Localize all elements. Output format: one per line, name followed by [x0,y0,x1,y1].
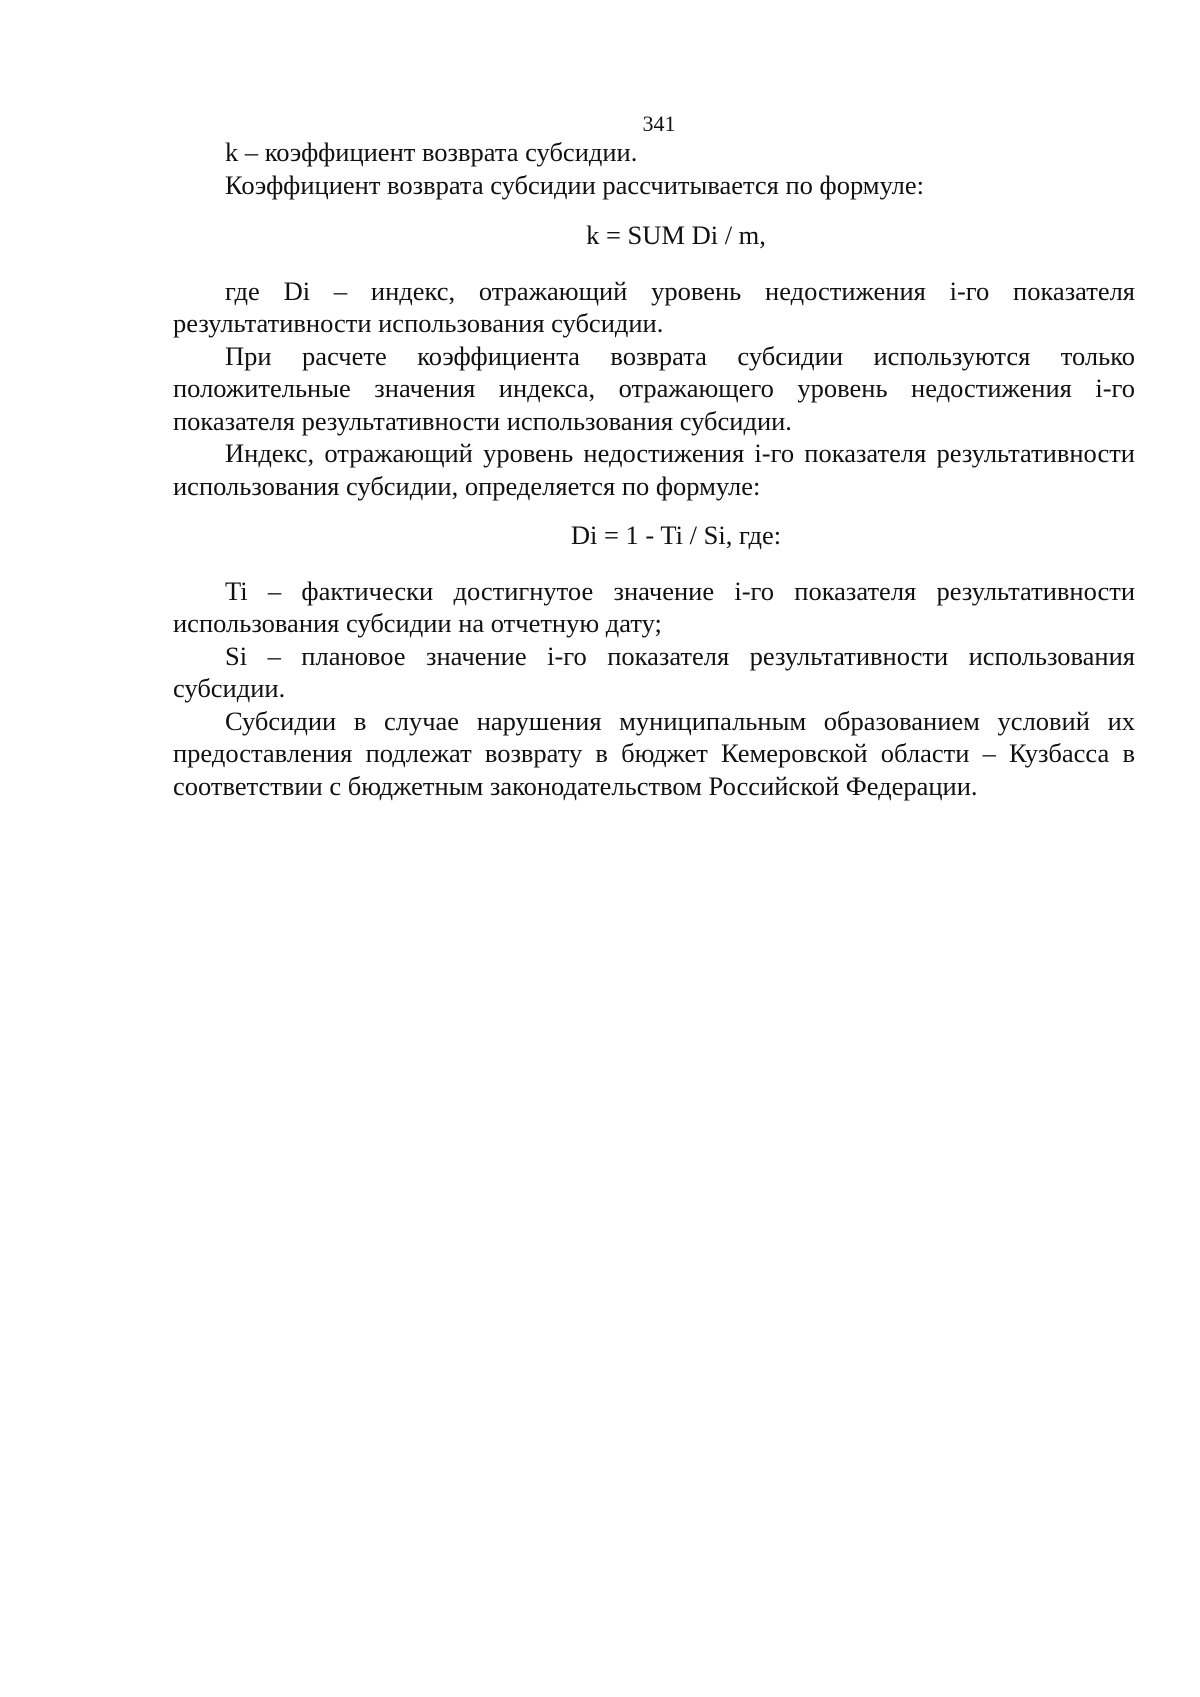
paragraph-k-formula-intro: Коэффициент возврата субсидии рассчитывается по формуле: [225,169,925,200]
formula-di: Di = 1 - Ti / Si, где: [570,520,782,550]
document-page [173,112,1135,802]
paragraph-refund-conditions: Субсидии в случае нарушения муниципальным образованием условий их предоставления подлежат возврату в бюджет Кемеровской области – Кузбасса в соответствии с бюджетным законодательством Российской Федерации. [173,705,1135,801]
formula-k: k = SUM Di / m, [586,220,766,250]
paragraph-di-formula-intro: Индекс, отражающий уровень недостижения i-го показателя результативности использования субсидии, определяется по формуле: [173,438,1135,501]
paragraph-si-definition: Si – плановое значение i-го показателя результативности использования субсидии. [173,640,1135,703]
page-number: 341 [642,111,676,136]
paragraph-k-definition: k – коэффициент возврата субсидии. [225,137,638,167]
paragraph-ti-definition: Ti – фактически достигнутое значение i-го показателя результативности использования субсидии на отчетную дату; [173,575,1135,638]
paragraph-di-definition: где Di – индекс, отражающий уровень недостижения i-го показателя результативности использования субсидии. [173,275,1135,338]
paragraph-positive-values: При расчете коэффициента возврата субсидии используются только положительные значения индекса, отражающего уровень недостижения i-го показателя результативности использования субсидии. [173,340,1135,436]
